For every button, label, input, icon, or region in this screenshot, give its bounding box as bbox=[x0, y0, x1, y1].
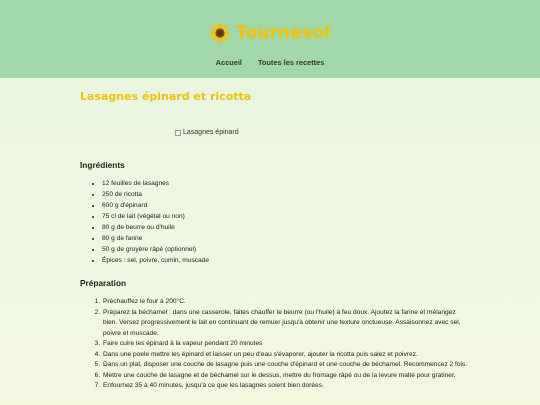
ingredient-item: • 80 g de farine bbox=[102, 233, 470, 244]
ingredient-item: • 600 g d'épinard bbox=[102, 200, 470, 211]
ingredient-item: • 75 cl de lait (végétal ou non) bbox=[102, 211, 470, 222]
site-header bbox=[0, 0, 540, 78]
sunflower-icon bbox=[210, 23, 230, 43]
ingredient-item: • 50 g de gruyère râpé (optionnel) bbox=[102, 244, 470, 255]
recipe-content bbox=[80, 90, 470, 392]
recipe-image bbox=[175, 129, 470, 136]
main-nav bbox=[0, 58, 540, 67]
preparation-steps bbox=[80, 297, 470, 392]
step-item: 2. Préparez la béchamel : dans une casserole, faites chauffer le beurre (ou l'huile) à feu doux. Ajoutez la farine et mélangez bien. Versez progressivement le lait en continuant de remuer jusqu'à obtenir une texture onctueuse. Assaisonnez avec sel, poivre et muscade. bbox=[102, 308, 470, 340]
step-item: 1. Préchauffez le four à 200°C. bbox=[102, 297, 470, 308]
ingredients-list bbox=[80, 178, 470, 266]
step-item: 4. Dans une poele mettre les épinard et laisser un peu d'eau s'évaporer, ajouter la ricotta puis salez et poivrez. bbox=[102, 350, 470, 361]
ingredient-item: • 12 feuilles de lasagnes bbox=[102, 178, 470, 189]
ingredients-heading: Ingrédients bbox=[80, 160, 125, 170]
brand[interactable] bbox=[0, 23, 540, 43]
broken-image-icon bbox=[175, 130, 181, 136]
nav-link-accueil[interactable]: Accueil bbox=[215, 58, 242, 67]
ingredient-item: • 250 de ricotta bbox=[102, 189, 470, 200]
ingredient-item: • 80 g de beurre ou d'huile bbox=[102, 222, 470, 233]
brand-name: Tournesol bbox=[235, 23, 331, 43]
step-item: 5. Dans un plat, disposer une couche de lasagne puis une couche d'épinard et une couche de béchamel. Recommencez 2 fois. bbox=[102, 360, 470, 371]
nav-link-toutes-les-recettes[interactable]: Toutes les recettes bbox=[257, 58, 325, 67]
recipe-image-alt: Lasagnes épinard bbox=[183, 129, 239, 136]
recipe-title: Lasagnes épinard et ricotta bbox=[80, 90, 252, 103]
step-item: 7. Enfournez 35 à 40 minutes, jusqu'à ce que les lasagnes soient bien dorées. bbox=[102, 381, 470, 392]
ingredient-item: • Épices : sel, poivre, cumin, muscade bbox=[102, 255, 470, 266]
step-item: 3. Faire cuire les épinard à la vapeur pendant 20 minutes bbox=[102, 339, 470, 350]
preparation-heading: Préparation bbox=[80, 278, 127, 288]
step-item: 6. Mettre une couche de lasagne et de béchamel sur le dessus, mettre du fromage râpé ou de la levure malté pour gratiner. bbox=[102, 371, 470, 382]
